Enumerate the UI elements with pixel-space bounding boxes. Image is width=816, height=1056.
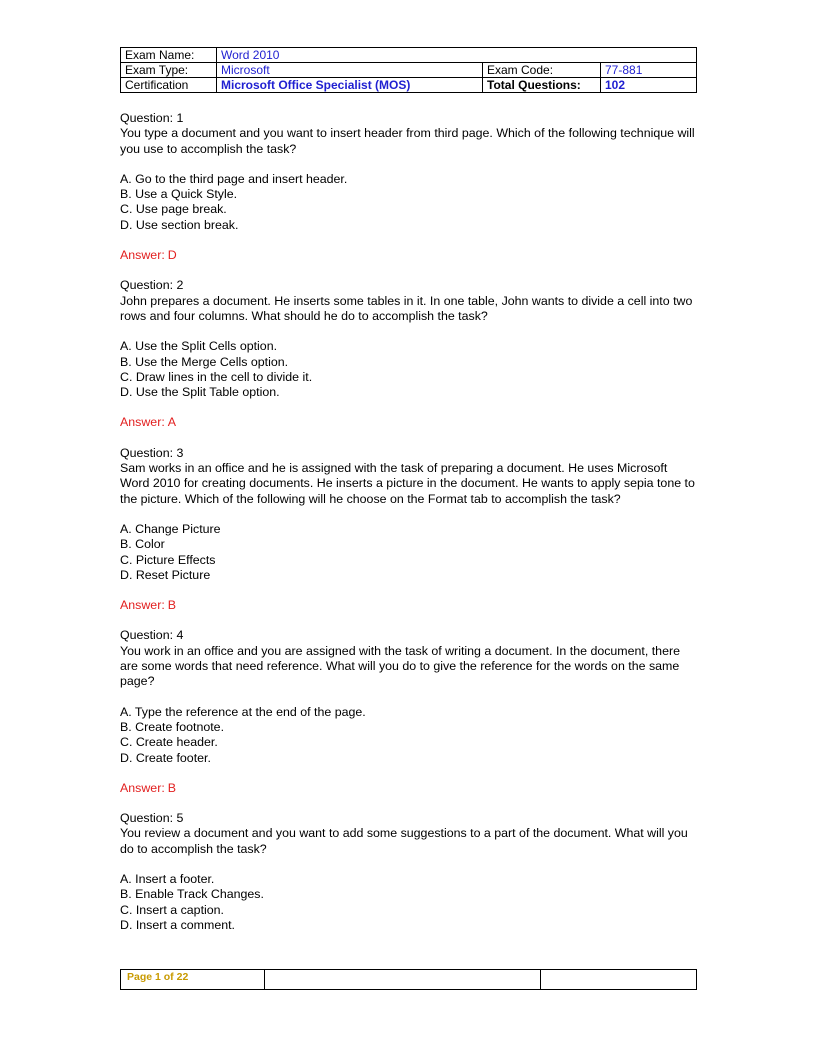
option-item: B. Create footnote.	[120, 719, 225, 734]
question-title: Question: 1	[120, 111, 184, 125]
option-item: D. Use section break.	[120, 217, 239, 232]
question-block	[120, 278, 700, 430]
question-title: Question: 3	[120, 445, 184, 460]
exam-header-table	[120, 47, 697, 93]
answer-label: Answer:	[120, 415, 165, 430]
option-item: D. Use the Split Table option.	[120, 385, 280, 400]
options-list	[120, 339, 700, 400]
option-item: B. Use a Quick Style.	[120, 187, 238, 202]
total-questions-value: 102	[601, 78, 697, 93]
option-item: D. Create footer.	[120, 750, 211, 765]
option-item: A. Use the Split Cells option.	[120, 339, 278, 354]
page-footer-table	[120, 969, 697, 990]
options-list	[120, 705, 700, 766]
options-list	[120, 522, 700, 583]
question-text: You type a document and you want to insert header from third page. Which of the following technique will you use to accomplish the task?	[120, 126, 695, 156]
page-number: Page 1 of 22	[121, 970, 265, 990]
option-item: C. Create header.	[120, 735, 218, 750]
option-item: C. Use page break.	[120, 202, 227, 217]
footer-cell-empty	[541, 970, 697, 990]
answer-label: Answer:	[120, 248, 165, 263]
question-block	[120, 811, 700, 933]
exam-code-label: Exam Code:	[483, 63, 601, 78]
option-item: A. Go to the third page and insert header.	[120, 171, 348, 186]
question-text: You review a document and you want to add some suggestions to a part of the document. What will you do to accomplish the task?	[120, 826, 688, 856]
question-title: Question: 5	[120, 811, 184, 826]
question-block	[120, 628, 700, 796]
option-item: C. Draw lines in the cell to divide it.	[120, 369, 313, 384]
answer-line	[120, 781, 700, 796]
question-block	[120, 111, 700, 263]
question-text: John prepares a document. He inserts some tables in it. In one table, John wants to divide a cell into two rows and four columns. What should he do to accomplish the task?	[120, 293, 693, 323]
options-list	[120, 172, 700, 233]
question-title: Question: 4	[120, 628, 184, 643]
option-item: C. Insert a caption.	[120, 902, 224, 917]
question-block	[120, 446, 700, 614]
answer-value: A	[167, 415, 177, 430]
option-item: A. Insert a footer.	[120, 871, 215, 886]
answer-label: Answer:	[120, 598, 165, 613]
exam-type-value: Microsoft	[217, 63, 483, 78]
option-item: B. Use the Merge Cells option.	[120, 354, 289, 369]
exam-name-row	[121, 48, 697, 63]
option-item: B. Enable Track Changes.	[120, 887, 264, 902]
certification-value: Microsoft Office Specialist (MOS)	[217, 78, 483, 93]
certification-row	[121, 78, 697, 93]
answer-line	[120, 248, 700, 263]
option-item: A. Type the reference at the end of the page.	[120, 704, 366, 719]
certification-label: Certification	[121, 78, 217, 93]
option-item: D. Insert a comment.	[120, 917, 235, 932]
exam-type-label: Exam Type:	[121, 63, 217, 78]
answer-value: D	[167, 248, 177, 263]
answer-value: B	[167, 598, 177, 613]
question-title: Question: 2	[120, 278, 184, 293]
answer-line	[120, 415, 700, 430]
answer-line	[120, 598, 700, 613]
total-questions-label: Total Questions:	[483, 78, 601, 93]
question-text: Sam works in an office and he is assigned with the task of preparing a document. He uses Microsoft Word 2010 for creating documents. He inserts a picture in the document. He wants to apply sepia tone to the picture. Which of the following will he choose on the Format tab to accomplish the task?	[120, 461, 695, 506]
footer-cell-empty	[265, 970, 541, 990]
option-item: C. Picture Effects	[120, 552, 216, 567]
exam-code-value: 77-881	[601, 63, 697, 78]
questions-content	[120, 111, 700, 933]
options-list	[120, 872, 700, 933]
exam-type-row	[121, 63, 697, 78]
exam-name-value: Word 2010	[217, 48, 697, 63]
option-item: A. Change Picture	[120, 521, 221, 536]
answer-value: B	[167, 780, 177, 795]
option-item: B. Color	[120, 537, 165, 552]
option-item: D. Reset Picture	[120, 567, 211, 582]
exam-name-label: Exam Name:	[121, 48, 217, 63]
answer-label: Answer:	[120, 780, 165, 795]
question-text: You work in an office and you are assigned with the task of writing a document. In the document, there are some words that need reference. What will you do to give the reference for the words on the same page?	[120, 643, 680, 689]
